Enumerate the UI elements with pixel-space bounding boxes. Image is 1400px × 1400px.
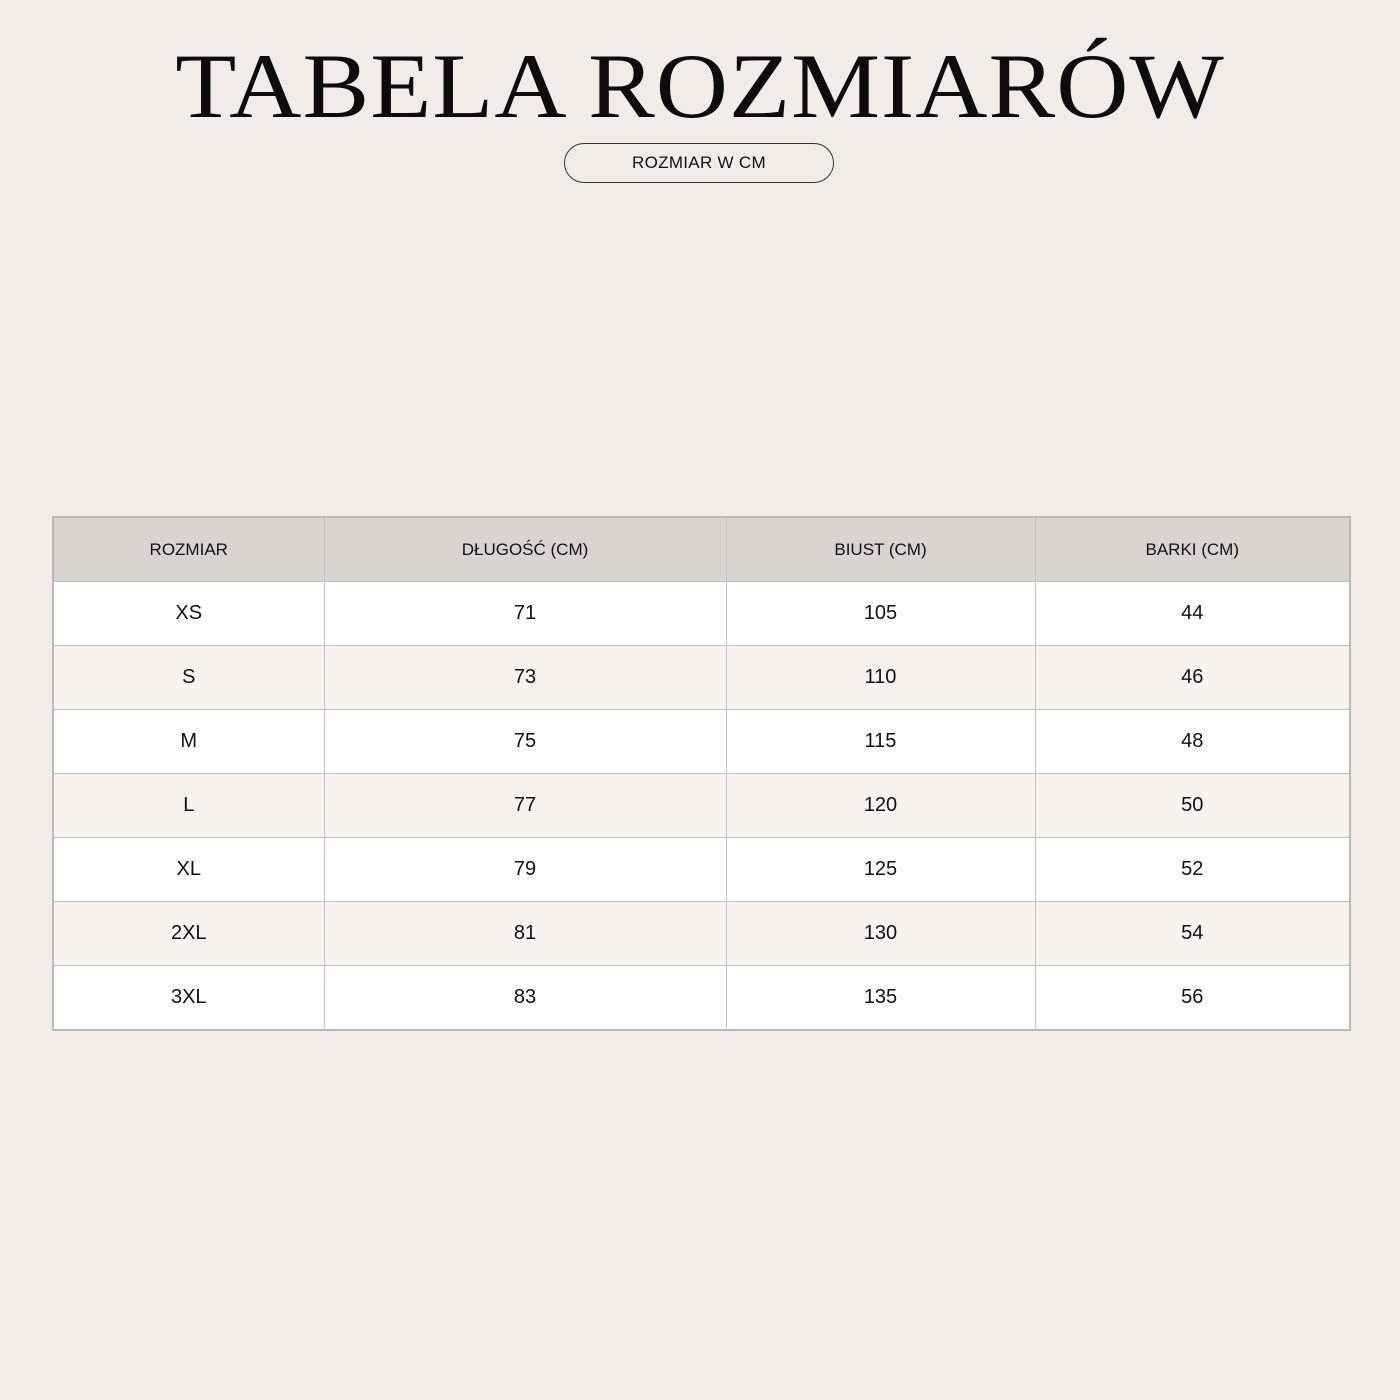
page-title: TABELA ROZMIARÓW [175,35,1225,138]
header-length: DŁUGOŚĆ (CM) [324,517,726,582]
table-row [53,838,1350,902]
cell-size: 2XL [53,902,324,966]
cell-length: 73 [324,646,726,710]
table-row [53,902,1350,966]
table-row [53,966,1350,1031]
cell-bust: 135 [726,966,1035,1031]
cell-size: L [53,774,324,838]
table-row [53,774,1350,838]
cell-size: XS [53,582,324,646]
cell-shoulders: 56 [1035,966,1350,1031]
cell-length: 77 [324,774,726,838]
cell-shoulders: 46 [1035,646,1350,710]
header-bust: BIUST (CM) [726,517,1035,582]
cell-length: 79 [324,838,726,902]
header-shoulders: BARKI (CM) [1035,517,1350,582]
cell-bust: 110 [726,646,1035,710]
cell-length: 83 [324,966,726,1031]
cell-length: 71 [324,582,726,646]
cell-bust: 105 [726,582,1035,646]
table-row [53,646,1350,710]
table-row [53,710,1350,774]
table-header-row [53,517,1350,582]
header-size: ROZMIAR [53,517,324,582]
cell-size: XL [53,838,324,902]
cell-length: 81 [324,902,726,966]
cell-shoulders: 50 [1035,774,1350,838]
cell-shoulders: 48 [1035,710,1350,774]
size-table [52,516,1351,1031]
cell-size: M [53,710,324,774]
cell-bust: 115 [726,710,1035,774]
cell-size: 3XL [53,966,324,1031]
cell-bust: 125 [726,838,1035,902]
table-row [53,582,1350,646]
cell-shoulders: 52 [1035,838,1350,902]
cell-length: 75 [324,710,726,774]
cell-bust: 120 [726,774,1035,838]
cell-shoulders: 54 [1035,902,1350,966]
cell-shoulders: 44 [1035,582,1350,646]
cell-size: S [53,646,324,710]
cell-bust: 130 [726,902,1035,966]
unit-badge: ROZMIAR W CM [564,143,834,183]
